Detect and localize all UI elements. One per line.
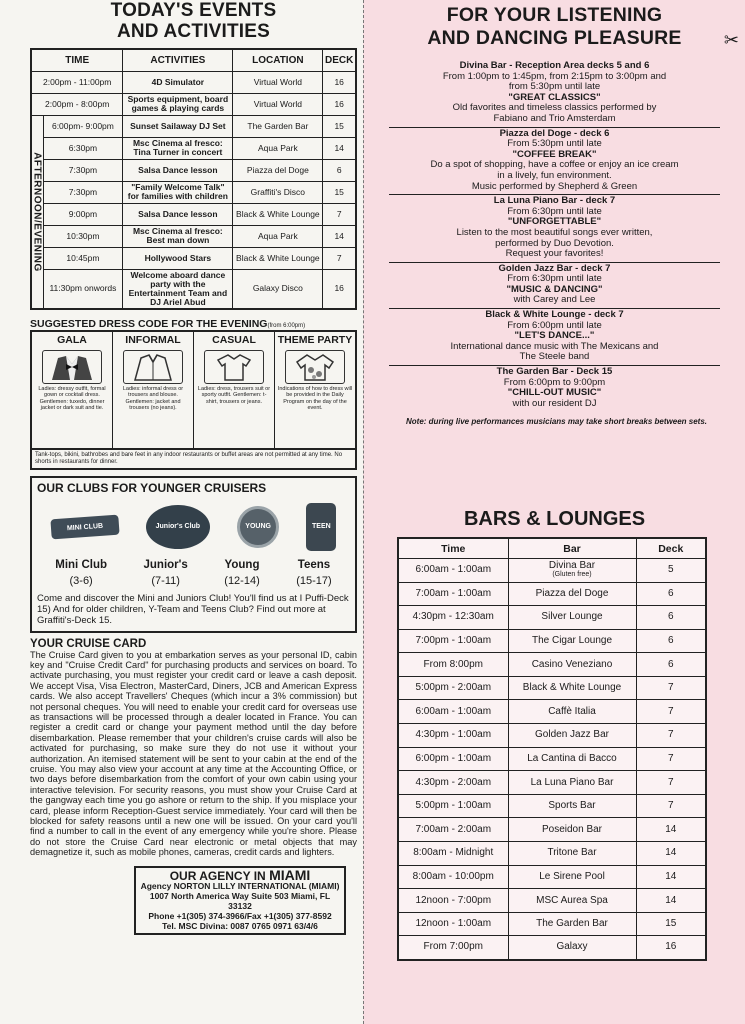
bars-row [398,724,706,748]
tshirt-icon [204,350,264,384]
events-table [30,48,357,310]
event-time: 2:00pm - 8:00pm [31,93,123,115]
bar-name-cell [508,724,636,748]
venue-block [389,195,720,263]
event-time: 7:30pm [43,181,123,203]
bar-name: The Garden Bar [536,918,608,930]
dress-code-theme-party [275,332,355,448]
venue-show: "LET'S DANCE..." [514,330,595,342]
bar-time: 5:00pm - 1:00am [398,794,508,818]
venue-block [389,366,720,411]
bar-deck: 14 [636,842,706,866]
clubs-logos [37,497,350,557]
events-row [31,137,356,159]
event-time: 11:30pm onwords [43,269,123,309]
bar-note: (Gluten free) [552,571,592,579]
bar-time: 6:00am - 1:00am [398,700,508,724]
bar-name: The Cigar Lounge [531,634,613,646]
bar-name: Le Sirene Pool [539,870,605,882]
event-deck: 14 [323,137,356,159]
dress-code-note: Tank-tops, bikini, bathrobes and bare feet in any indoor restaurants or buffet areas are not permitted at any time. No shorts in restaurants for dinner. [30,450,357,470]
event-time: 6:30pm [43,137,123,159]
club-age-range: (3-6) [69,574,93,587]
events-header-deck: DECK [323,49,356,71]
dress-code-gala [32,332,113,448]
event-time: 7:30pm [43,159,123,181]
dress-code-casual [194,332,275,448]
afternoon-evening-label [31,115,43,309]
afternoon-evening-text: AFTERNOON/EVENING [31,151,43,272]
event-location: Graffiti's Disco [233,181,323,203]
event-time: 10:45pm [43,247,123,269]
events-row [31,93,356,115]
venue-hours: from 5:30pm until late [508,81,601,93]
venue-desc: with Carey and Lee [513,294,596,306]
venue-desc: Fabiano and Trio Amsterdam [493,112,616,124]
event-activity: Sports equipment, board games & playing cards [123,93,233,115]
event-activity: 4D Simulator [123,71,233,93]
club-name: Mini Club [55,558,107,571]
event-location: Black & White Lounge [233,247,323,269]
event-activity: Welcome aboard dance party with the Entertainment Team and DJ Ariel Abud [123,269,233,309]
venue-block [389,309,720,366]
event-location: The Garden Bar [233,115,323,137]
jacket-icon [123,350,183,384]
clubs-title: OUR CLUBS FOR YOUNGER CRUISERS [37,480,267,495]
bar-name-cell [508,771,636,795]
bars-row [398,558,706,582]
venue-desc: International dance music with The Mexicans and [450,340,659,352]
bar-deck: 16 [636,936,706,960]
left-column [0,0,363,1024]
bar-name-cell [508,629,636,653]
bars-header-deck: Deck [636,538,706,558]
bar-name: Golden Jazz Bar [535,729,609,741]
venue-block [389,60,720,128]
events-row [31,225,356,247]
bar-name-cell [508,747,636,771]
agency-title: OUR AGENCY IN MIAMI [169,866,311,883]
bar-time: From 7:00pm [398,936,508,960]
bar-time: 6:00am - 1:00am [398,558,508,582]
bars-row [398,794,706,818]
bars-row [398,818,706,842]
venue-desc: The Steele band [519,351,590,363]
venue-name: La Luna Piano Bar - deck 7 [493,195,616,207]
event-time: 2:00pm - 11:00pm [31,71,123,93]
bars-row [398,582,706,606]
event-deck: 16 [323,93,356,115]
bar-name-cell [508,818,636,842]
bars-header-bar: Bar [508,538,636,558]
event-deck: 16 [323,269,356,309]
bar-name: Divina Bar [548,560,596,572]
event-deck: 16 [323,71,356,93]
venue-name: Black & White Lounge - deck 7 [485,309,624,321]
dress-code-informal [113,332,194,448]
mini-club-logo-icon: MINI CLUB [50,514,119,539]
club-name: Teens [297,558,331,571]
club-name: Young [224,558,260,571]
listening-title: FOR YOUR LISTENING AND DANCING PLEASURE [427,4,682,49]
venue-show: "GREAT CLASSICS" [508,91,601,103]
events-row [31,159,356,181]
bar-time: 6:00pm - 1:00am [398,747,508,771]
venue-desc: with our resident DJ [512,397,597,409]
clubs-box [30,476,357,633]
bar-time: 7:00am - 2:00am [398,818,508,842]
bar-name: MSC Aurea Spa [536,894,608,906]
event-deck: 7 [323,247,356,269]
bars-row [398,889,706,913]
bar-time: 7:00pm - 1:00am [398,629,508,653]
dress-code-name: THEME PARTY [277,333,353,346]
events-header-time: TIME [31,49,123,71]
bar-deck: 14 [636,818,706,842]
bar-name-cell [508,558,636,582]
agency-box [134,866,346,935]
dress-code-name: INFORMAL [125,333,181,346]
bar-name: Tritone Bar [547,847,597,859]
bars-row [398,700,706,724]
bar-deck: 6 [636,629,706,653]
bar-time: From 8:00pm [398,653,508,677]
bar-deck: 7 [636,700,706,724]
event-activity: Hollywood Stars [123,247,233,269]
bar-name-cell [508,889,636,913]
venue-name: The Garden Bar - Deck 15 [496,366,613,378]
dress-code-desc: Indications of how to dress will be provided in the Daily Program on the day of the event. [277,385,353,411]
bar-name: La Cantina di Bacco [527,752,617,764]
events-header-location: LOCATION [233,49,323,71]
event-deck: 15 [323,115,356,137]
bar-deck: 6 [636,606,706,630]
young-logo-icon: YOUNG [237,506,279,548]
event-deck: 7 [323,203,356,225]
bar-name: Silver Lounge [541,611,603,623]
event-time: 10:30pm [43,225,123,247]
tuxedo-icon [42,350,102,384]
teen-logo-icon: TEEN [306,503,336,551]
listening-venues [389,60,720,411]
clubs-ages [37,559,350,589]
bar-name-cell [508,936,636,960]
event-location: Galaxy Disco [233,269,323,309]
events-row [31,203,356,225]
dress-code-title: SUGGESTED DRESS CODE FOR THE EVENING(from 6:00pm) [30,317,306,330]
bar-deck: 15 [636,912,706,936]
event-activity: "Family Welcome Talk" for families with children [123,181,233,203]
venue-desc: Music performed by Shepherd & Green [471,180,638,192]
bar-deck: 6 [636,582,706,606]
club-age-range: (15-17) [296,574,332,587]
bar-name-cell [508,912,636,936]
hawaiian-shirt-icon [285,350,345,384]
bar-deck: 14 [636,889,706,913]
event-activity: Msc Cinema al fresco: Best man down [123,225,233,247]
bar-name: Piazza del Doge [535,587,609,599]
bar-name-cell [508,865,636,889]
club-age-item [296,559,331,589]
bars-row [398,842,706,866]
clubs-text: Come and discover the Mini and Juniors Club! You'll find us at I Puffi-Deck 15) And for older children, Y-Team and Teens Club? Find out more at Graffiti's-Deck 15. [37,592,349,626]
event-time: 9:00pm [43,203,123,225]
event-location: Piazza del Doge [233,159,323,181]
scissors-icon: ✂ [723,30,739,50]
club-age-range: (12-14) [224,574,260,587]
bar-name-cell [508,842,636,866]
venue-block [389,263,720,309]
bar-deck: 5 [636,558,706,582]
events-row [31,71,356,93]
venue-desc: performed by Duo Devotion. [495,237,614,249]
bar-time: 4:30pm - 12:30am [398,606,508,630]
bars-row [398,653,706,677]
event-activity: Sunset Sailaway DJ Set [123,115,233,137]
right-column [363,0,745,1024]
bar-name: La Luna Piano Bar [530,776,614,788]
event-location: Black & White Lounge [233,203,323,225]
event-location: Virtual World [233,93,323,115]
venue-hours: From 5:30pm until late [507,138,602,150]
dress-code-desc: Ladies: dress, trousers suit or sporty outfit. Gentlemen: t-shirt, trousers or jeans. [197,385,271,405]
events-row [31,181,356,203]
event-location: Aqua Park [233,137,323,159]
bar-time: 12noon - 7:00pm [398,889,508,913]
club-age-range: (7-11) [151,574,180,587]
venue-hours: From 6:30pm until late [507,205,602,217]
bars-header-time: Time [398,538,508,558]
bar-name: Casino Veneziano [531,658,613,670]
bars-row [398,676,706,700]
venue-desc: Do a spot of shopping, have a coffee or enjoy an ice cream [430,159,679,171]
bars-row [398,865,706,889]
cruise-card-title: YOUR CRUISE CARD [30,637,147,650]
event-activity: Salsa Dance lesson [123,203,233,225]
event-activity: Msc Cinema al fresco: Tina Turner in concert [123,137,233,159]
events-row [31,247,356,269]
event-time: 6:00pm- 9:00pm [43,115,123,137]
bar-name: Galaxy [556,941,588,953]
venue-desc: in a lively, fun environment. [497,169,612,181]
bars-row [398,606,706,630]
bar-deck: 6 [636,653,706,677]
bar-time: 8:00am - Midnight [398,842,508,866]
venue-desc: Listen to the most beautiful songs ever written, [456,226,653,238]
agency-address: 1007 North America Way Suite 503 Miami, FL 33132 [149,890,331,911]
venue-name: Golden Jazz Bar - deck 7 [498,262,611,274]
bars-row [398,629,706,653]
bar-name-cell [508,653,636,677]
bars-row [398,771,706,795]
venue-block [389,128,720,196]
venue-hours: From 6:00pm until late [507,319,602,331]
club-age-item [224,559,259,589]
bar-name: Sports Bar [548,800,596,812]
bar-name-cell [508,606,636,630]
venue-name: Piazza del Doge - deck 6 [499,127,610,139]
bar-deck: 14 [636,865,706,889]
club-age-item [144,559,188,589]
event-location: Aqua Park [233,225,323,247]
bar-name: Poseidon Bar [541,823,603,835]
cruise-card-text: The Cruise Card given to you at embarkation serves as your personal ID, cabin key and "Cruise Credit Card" for purchasing products and services on board. To activate purchasing, you must register your credit card or leave a cash deposit. We accept Visa, Visa Electron, MasterCard, Diners, JCB and American Express cards. We also accept Travellers' Cheques (which incur a 3% commission) but not personal cheques. You will need to enable your credit card for overseas use as transactions will be processed through a dealer located in France. You can register a credit card or change your payment method until the day before disembarkation. Please remember that your children's cruise cards will also be activated for purchasing, so make sure they do not use it without your authorization. An itemised statement will be sent to your cabin at the end of the cruise. You may also view your account at any time at the Accounting Office, or two days before disembarkation from the comfort of your own cabin using your interactive television. For security reasons, you must show your Cruise Card at the gangway each time you go ashore or return to the ship. If you misplace your card, please inform Reception-Guest service immediately. Your card will then be blocked for safety reasons until a new one will be issued. On your card you'll find a number to call in the event of any emergency while you're shore. Please do not store the Cruise Card near electronic or metal objects that may demagnetize it, such as mobile phones, cameras, credit cards and lighters. [30,649,357,858]
club-age-item [55,559,107,589]
club-name: Junior's [143,558,188,571]
event-deck: 14 [323,225,356,247]
dress-code-name: GALA [57,333,87,346]
bars-row [398,936,706,960]
bar-name: Caffè Italia [548,705,596,717]
bar-time: 4:30pm - 2:00am [398,771,508,795]
bar-time: 8:00am - 10:00pm [398,865,508,889]
bars-row [398,747,706,771]
event-location: Virtual World [233,71,323,93]
event-deck: 15 [323,181,356,203]
events-header-activities: ACTIVITIES [123,49,233,71]
bars-row [398,912,706,936]
dress-code-desc: Ladies: informal dress or trousers and blouse. Gentlemen: jacket and trousers (no jeans). [122,385,184,411]
dress-code-name: CASUAL [212,333,256,346]
bar-deck: 7 [636,747,706,771]
juniors-club-logo-icon: Junior's Club [146,505,210,549]
venue-hours: From 1:00pm to 1:45pm, from 2:15pm to 3:00pm and [442,70,667,82]
bar-name: Black & White Lounge [522,682,622,694]
venue-show: "CHILL-OUT MUSIC" [507,387,602,399]
bar-time: 5:00pm - 2:00am [398,676,508,700]
event-deck: 6 [323,159,356,181]
venue-hours: From 6:30pm until late [507,273,602,285]
venue-show: "UNFORGETTABLE" [507,216,602,228]
dress-code-desc: Ladies: dressy outfit, formal gown or cocktail dress. Gentlemen: tuxedo, dinner jacket or dark suit and tie. [38,385,106,411]
bar-name-cell [508,676,636,700]
events-row [31,269,356,309]
venue-hours: From 6:00pm to 9:00pm [503,376,606,388]
bars-table [397,537,707,960]
agency-ship-tel: Tel. MSC Divina: 0087 0765 0971 63/4/6 [162,920,318,931]
venue-desc: Request your favorites! [505,248,604,260]
dress-code-grid [30,330,357,450]
bar-deck: 7 [636,676,706,700]
listening-note: Note: during live performances musicians may take short breaks between sets. [406,417,707,427]
bar-deck: 7 [636,771,706,795]
bar-name-cell [508,700,636,724]
events-title: TODAY'S EVENTS AND ACTIVITIES [110,0,277,42]
agency-name: Agency NORTON LILLY INTERNATIONAL (MIAMI) [140,880,340,891]
agency-phone: Phone +1(305) 374-3966/Fax +1(305) 377-8592 [148,910,332,921]
bar-name-cell [508,582,636,606]
venue-desc: Old favorites and timeless classics performed by [452,102,657,114]
bar-name-cell [508,794,636,818]
venue-name: Divina Bar - Reception Area decks 5 and 6 [459,60,650,71]
bar-deck: 7 [636,724,706,748]
venue-show: "MUSIC & DANCING" [506,283,603,295]
bar-time: 12noon - 1:00am [398,912,508,936]
bar-time: 7:00am - 1:00am [398,582,508,606]
venue-show: "COFFEE BREAK" [512,148,597,160]
bar-deck: 7 [636,794,706,818]
bar-time: 4:30pm - 1:00am [398,724,508,748]
event-activity: Salsa Dance lesson [123,159,233,181]
bars-title: BARS & LOUNGES [463,508,646,531]
events-row [31,115,356,137]
